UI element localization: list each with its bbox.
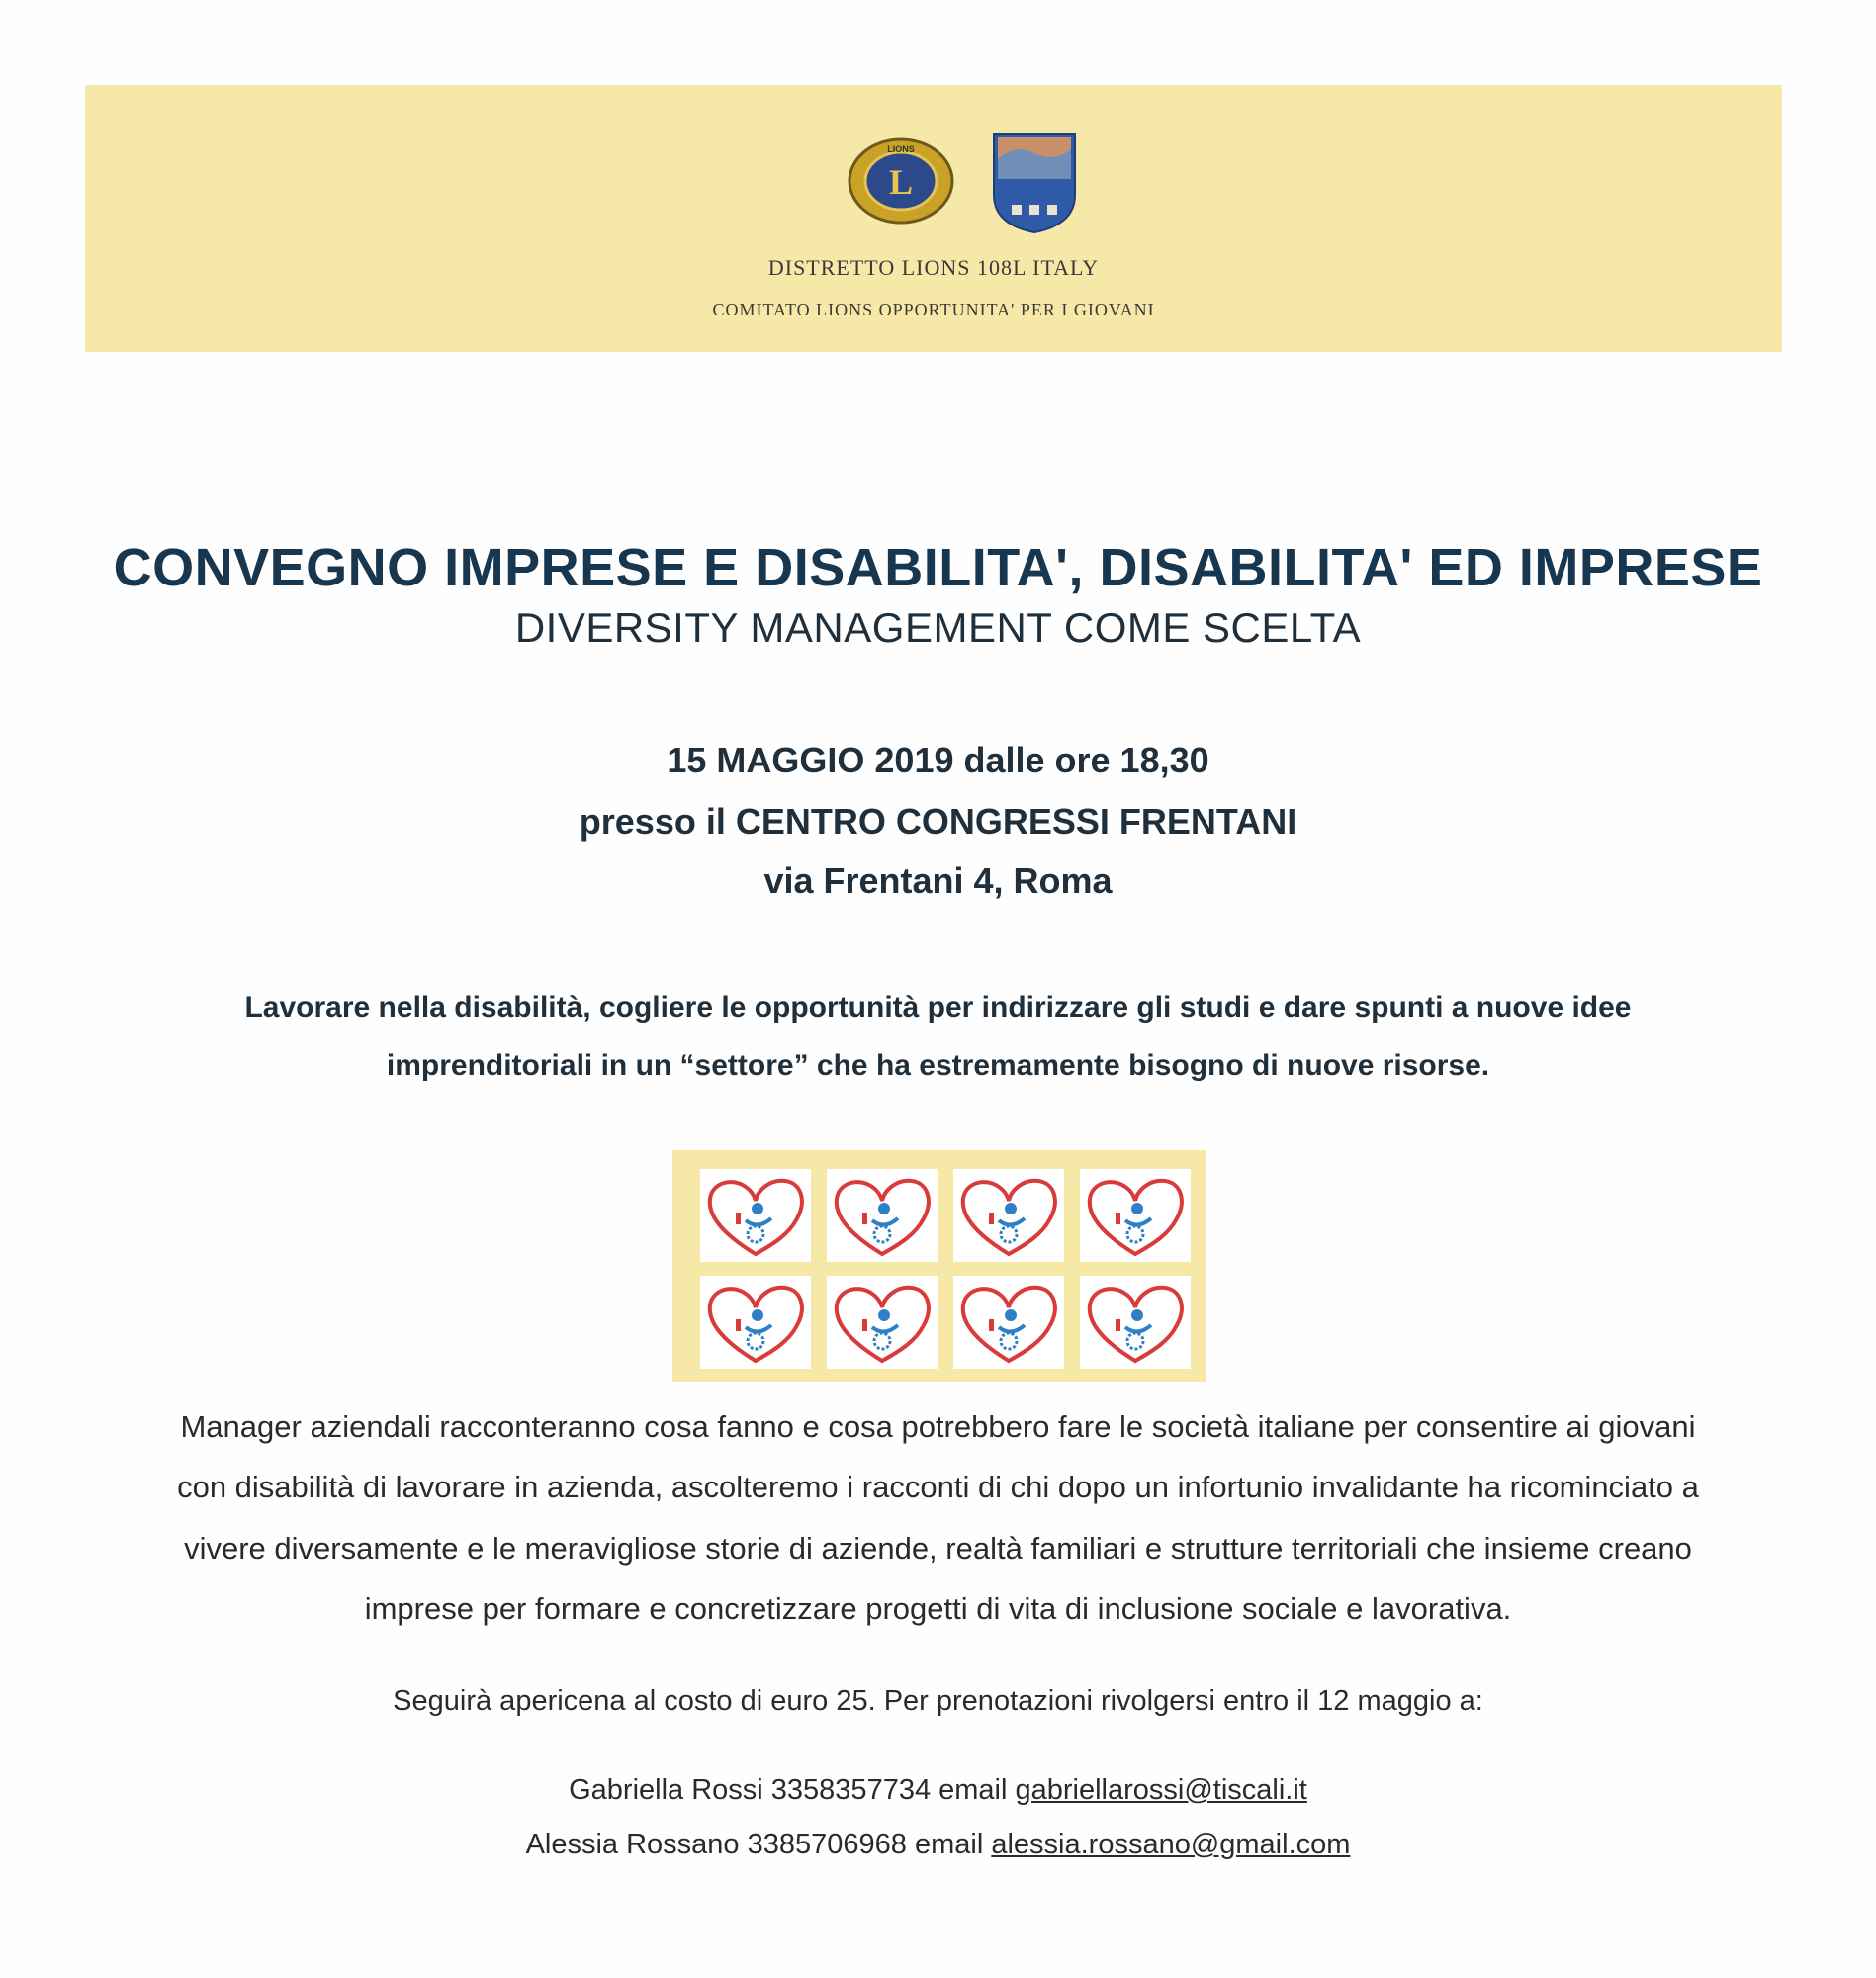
contact-line-1 bbox=[0, 1774, 1876, 1807]
body-line-1: Manager aziendali racconteranno cosa fanno e cosa potrebbero fare le società italiane per consentire ai giovani bbox=[180, 1409, 1696, 1444]
contact-1-info: Gabriella Rossi 3358357734 email bbox=[569, 1774, 1016, 1806]
booking-info: Seguirà apericena al costo di euro 25. Per prenotazioni rivolgersi entro il 12 maggio a: bbox=[393, 1685, 1483, 1717]
contact-line-2 bbox=[0, 1829, 1876, 1861]
body-line-3: vivere diversamente e le meravigliose storie di aziende, realtà familiari e strutture territoriali che insieme creano bbox=[184, 1531, 1692, 1566]
heart-tile-icon bbox=[953, 1276, 1064, 1369]
heart-tile-icon bbox=[827, 1276, 938, 1369]
intro-line-1: Lavorare nella disabilità, cogliere le opportunità per indirizzare gli studi e dare spunti a nuove idee bbox=[244, 991, 1632, 1024]
district-name: DISTRETTO LIONS 108L ITALY bbox=[767, 255, 1100, 280]
committee-name: COMITATO LIONS OPPORTUNITA' PER I GIOVANI bbox=[712, 300, 1155, 319]
heart-tile-icon bbox=[1080, 1276, 1191, 1369]
heart-tile-icon bbox=[1080, 1169, 1191, 1262]
heart-tile-icon bbox=[700, 1169, 811, 1262]
event-date: 15 MAGGIO 2019 dalle ore 18,30 bbox=[667, 740, 1209, 780]
hearts-logo-grid bbox=[672, 1150, 1206, 1382]
intro-line-2: imprenditoriali in un “settore” che ha estremamente bisogno di nuove risorse. bbox=[386, 1049, 1490, 1082]
heart-tile-icon bbox=[700, 1276, 811, 1369]
lions-logo-text: LIONS bbox=[887, 144, 915, 154]
district-shield-icon bbox=[990, 130, 1079, 236]
event-venue: presso il CENTRO CONGRESSI FRENTANI bbox=[579, 801, 1297, 842]
body-line-2: con disabilità di lavorare in azienda, ascolteremo i racconti di chi dopo un infortunio invalidante ha ricominciato a bbox=[177, 1470, 1699, 1504]
page-title: CONVEGNO IMPRESE E DISABILITA', DISABILITA' ED IMPRESE bbox=[113, 538, 1763, 597]
lions-logo-icon bbox=[843, 135, 959, 226]
contact-2-info: Alessia Rossano 3385706968 email bbox=[525, 1829, 992, 1860]
page-subtitle: DIVERSITY MANAGEMENT COME SCELTA bbox=[514, 604, 1362, 651]
body-line-4: imprese per formare e concretizzare progetti di vita di inclusione sociale e lavorativa. bbox=[364, 1591, 1512, 1626]
svg-text:L: L bbox=[888, 162, 914, 202]
contact-2-email-link[interactable]: alessia.rossano@gmail.com bbox=[991, 1829, 1351, 1860]
heart-tile-icon bbox=[827, 1169, 938, 1262]
heart-tile-icon bbox=[953, 1169, 1064, 1262]
event-address: via Frentani 4, Roma bbox=[763, 860, 1113, 901]
contact-1-email-link[interactable]: gabriellarossi@tiscali.it bbox=[1015, 1774, 1307, 1806]
